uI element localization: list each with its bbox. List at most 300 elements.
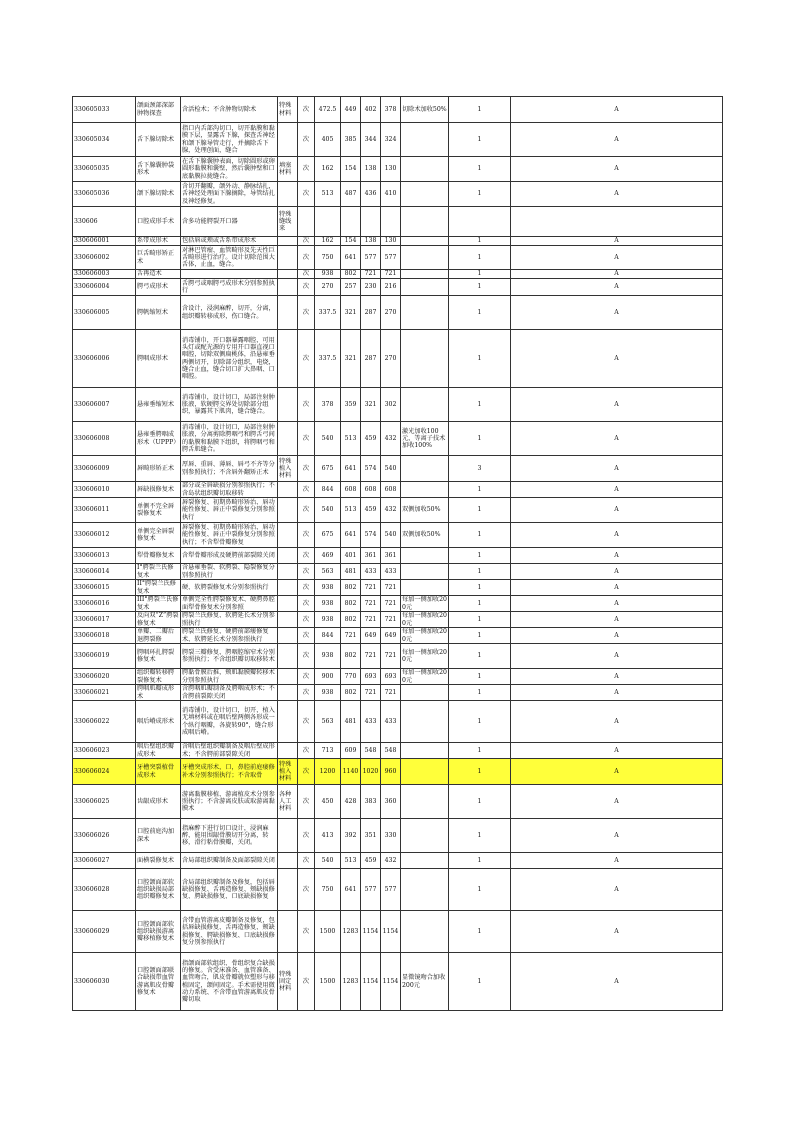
price-level3-cell: 287 [361, 330, 381, 388]
class-cell: A [511, 422, 723, 456]
price-level1-cell: 378 [315, 388, 341, 422]
price-level4-cell: 577 [381, 246, 401, 270]
payment-category-cell: 1 [449, 157, 511, 182]
price-level3-cell: 1020 [361, 759, 381, 785]
price-level1-cell: 844 [315, 482, 341, 498]
price-level4-cell: 721 [381, 596, 401, 612]
class-cell: A [511, 237, 723, 246]
price-level4-cell: 540 [381, 523, 401, 548]
note-cell: 显微镜吻合加收200元 [401, 953, 449, 1011]
class-cell: A [511, 669, 723, 685]
excluded-material-cell [278, 246, 298, 270]
price-level3-cell: 608 [361, 482, 381, 498]
class-cell: A [511, 701, 723, 743]
price-level3-cell: 721 [361, 644, 381, 669]
price-level1-cell: 938 [315, 685, 341, 701]
excluded-material-cell [278, 422, 298, 456]
note-cell [401, 123, 449, 157]
price-level3-cell: 433 [361, 701, 381, 743]
item-code-cell: 330605033 [73, 97, 136, 123]
item-name-cell: 巨舌畸形矫正术 [136, 246, 181, 270]
excluded-material-cell: 特殊植入材料 [278, 456, 298, 482]
payment-category-cell: 1 [449, 911, 511, 953]
price-level2-cell: 770 [341, 669, 361, 685]
price-level1-cell: 938 [315, 644, 341, 669]
payment-category-cell: 1 [449, 759, 511, 785]
payment-category-cell: 1 [449, 548, 511, 564]
item-code-cell: 330606026 [73, 819, 136, 853]
item-content-cell: 含设计，浸润麻醉，切开，分离，组织瓣转移成形，伤口缝合。 [181, 296, 278, 330]
table-row [73, 97, 723, 123]
payment-category-cell: 1 [449, 596, 511, 612]
note-cell [401, 785, 449, 819]
price-level2-cell: 401 [341, 548, 361, 564]
price-level4-cell: 302 [381, 388, 401, 422]
class-cell: A [511, 296, 723, 330]
note-cell [401, 456, 449, 482]
class-cell: A [511, 279, 723, 296]
item-name-cell: 口腔颌面部软组织缺损游离瓣移植修复术 [136, 911, 181, 953]
price-level4-cell: 721 [381, 270, 401, 279]
price-level3-cell: 1154 [361, 911, 381, 953]
price-level1-cell: 270 [315, 279, 341, 296]
unit-cell: 次 [298, 596, 315, 612]
price-level3-cell: 649 [361, 628, 381, 644]
item-code-cell: 330606014 [73, 564, 136, 580]
item-content-cell [181, 270, 278, 279]
excluded-material-cell [278, 911, 298, 953]
item-content-cell: 唇裂修复、初期鼻畸形矫治、唇功能性修复、唇正中裂修复分别参照执行 [181, 498, 278, 523]
item-content-cell: 消毒铺巾，设计切口，局部注射肿胀液，分离剪除腭咽弓和腭舌弓间的黏膜和黏膜下组织，将腭咽弓和腭舌肌缝合。 [181, 422, 278, 456]
note-cell [401, 482, 449, 498]
payment-category-cell: 1 [449, 785, 511, 819]
price-level2-cell: 257 [341, 279, 361, 296]
unit-cell: 次 [298, 422, 315, 456]
note-cell [401, 819, 449, 853]
price-level3-cell: 1154 [361, 953, 381, 1011]
price-level1-cell: 1200 [315, 759, 341, 785]
item-content-cell: 含犁骨瓣形成及硬腭前部裂隙关闭 [181, 548, 278, 564]
unit-cell: 次 [298, 580, 315, 596]
item-name-cell: 悬雍垂缩短术 [136, 388, 181, 422]
price-level2-cell: 385 [341, 123, 361, 157]
item-content-cell: 腭黏骨膜后推，颊肌黏膜瓣转移术分别参照执行 [181, 669, 278, 685]
unit-cell: 次 [298, 270, 315, 279]
table-row [73, 246, 723, 270]
price-level3-cell: 574 [361, 456, 381, 482]
price-level3-cell: 721 [361, 580, 381, 596]
unit-cell: 次 [298, 853, 315, 869]
item-content-cell: 含悬雍垂裂、软腭裂、隐裂修复分别参照执行 [181, 564, 278, 580]
item-code-cell: 330606013 [73, 548, 136, 564]
price-level4-cell: 577 [381, 869, 401, 911]
price-level4-cell: 378 [381, 97, 401, 123]
price-level4-cell: 324 [381, 123, 401, 157]
note-cell: 每加一侧加收200元 [401, 644, 449, 669]
note-cell: 每加一侧加收200元 [402, 596, 447, 611]
item-content-cell: 含多功能腭裂开口器 [181, 207, 278, 237]
payment-category-cell: 1 [449, 388, 511, 422]
item-code-cell: 330606029 [73, 911, 136, 953]
payment-category-cell: 1 [449, 685, 511, 701]
item-name-cell: 单瓣、二瓣后退腭裂修 [136, 628, 181, 644]
price-level2-cell [341, 207, 361, 237]
excluded-material-cell [278, 548, 298, 564]
price-level4-cell: 216 [381, 279, 401, 296]
item-content-cell: 含切开翻瓣，颌外动、静脉结扎，舌神经处理面下腺摘除，导管结扎及神经修复。 [181, 182, 278, 207]
payment-category-cell: 1 [449, 482, 511, 498]
unit-cell: 次 [298, 330, 315, 388]
item-name-cell: 单侧完全唇裂修复术 [136, 523, 181, 548]
price-level2-cell: 481 [341, 701, 361, 743]
excluded-material-cell [278, 853, 298, 869]
unit-cell: 次 [298, 911, 315, 953]
payment-category-cell: 1 [449, 612, 511, 628]
payment-category-cell: 1 [449, 819, 511, 853]
payment-category-cell: 1 [449, 123, 511, 157]
price-level3-cell: 287 [361, 296, 381, 330]
price-level3-cell: 138 [361, 237, 381, 246]
price-level2-cell: 1283 [341, 953, 361, 1011]
item-code-cell: 330606012 [73, 523, 136, 548]
price-level2-cell: 481 [341, 564, 361, 580]
table-row [73, 628, 723, 644]
table-row [73, 388, 723, 422]
table-row [73, 523, 723, 548]
item-content-cell: 含局部组织瓣制备及面部裂隙关闭 [181, 853, 278, 869]
price-level1-cell: 938 [315, 596, 341, 612]
item-name-cell: 舌下腺囊肿袋形术 [136, 157, 181, 182]
price-level1-cell: 337.5 [315, 330, 341, 388]
price-level4-cell: 721 [381, 612, 401, 628]
note-cell [401, 548, 449, 564]
price-level2-cell: 802 [341, 612, 361, 628]
item-name-cell: 唇畸形矫正术 [136, 456, 181, 482]
item-code-cell: 330606006 [73, 330, 136, 388]
class-cell [511, 207, 723, 237]
class-cell: A [511, 644, 723, 669]
price-level1-cell: 513 [315, 182, 341, 207]
unit-cell: 次 [298, 388, 315, 422]
price-level4-cell: 270 [381, 330, 401, 388]
item-content-cell: 指麻醉下进行切口设计，浸润麻醉，能用围龈骨膜切开分离，转移，滑行粘骨膜瓣，关闭。 [181, 819, 278, 853]
price-level2-cell: 428 [341, 785, 361, 819]
table-row [73, 270, 723, 279]
price-level3-cell: 721 [361, 270, 381, 279]
excluded-material-cell [278, 596, 298, 612]
excluded-material-cell [278, 644, 298, 669]
table-row [73, 182, 723, 207]
item-content-cell: 腭裂兰氏修复、软腭延长术分别参照执行 [181, 612, 278, 628]
table-row [73, 644, 723, 669]
item-content-cell: 包括唇或颊或舌系带成形术 [181, 237, 278, 246]
price-level3-cell: 577 [361, 869, 381, 911]
item-content-cell: 舌腭弓或咽腭弓成形术分别参照执行 [181, 279, 278, 296]
item-code-cell: 330606005 [73, 296, 136, 330]
price-level4-cell: 130 [381, 157, 401, 182]
note-cell [401, 270, 449, 279]
price-level4-cell: 1154 [381, 953, 401, 1011]
class-cell: A [511, 330, 723, 388]
item-content-cell: 硬、软腭裂修复术分别参照执行 [181, 580, 278, 596]
table-row [73, 564, 723, 580]
price-level2-cell: 321 [341, 330, 361, 388]
unit-cell: 次 [298, 953, 315, 1011]
unit-cell: 次 [298, 246, 315, 270]
note-cell [401, 911, 449, 953]
note-cell: 激光加收100元，等离子技术加收100% [401, 422, 449, 456]
price-level2-cell: 802 [341, 644, 361, 669]
unit-cell: 次 [298, 819, 315, 853]
unit-cell: 次 [298, 182, 315, 207]
excluded-material-cell [278, 279, 298, 296]
item-name-cell: 舌下腺切除术 [136, 123, 181, 157]
price-level2-cell: 1283 [341, 911, 361, 953]
item-name-cell: 牙槽突裂植骨成形术 [136, 759, 181, 785]
note-cell: 每加一侧加收200元 [402, 669, 447, 684]
unit-cell: 次 [298, 296, 315, 330]
item-name-cell: 组织瓣转移腭裂修复术 [136, 669, 181, 685]
item-content-cell: 含腭咽肌瓣制备及腭咽成形术；不含腭前裂隙关闭 [181, 685, 278, 701]
table-row [73, 853, 723, 869]
price-level1-cell: 472.5 [315, 97, 341, 123]
item-code-cell: 330606030 [73, 953, 136, 1011]
item-content-cell: 单侧完全性腭裂修复术、硬腭鼻腔面犁骨修复术分别参照 [181, 596, 278, 612]
class-cell: A [511, 564, 723, 580]
item-content-cell: 牙槽突成形术，口，鼻腔前庭瘘修补术分别参照执行；不含取骨 [181, 759, 278, 785]
payment-category-cell: 1 [449, 422, 511, 456]
price-level1-cell: 540 [315, 422, 341, 456]
price-level2-cell: 802 [341, 685, 361, 701]
item-name-cell: 咽后壁组织瓣成形术 [136, 743, 181, 759]
payment-category-cell: 1 [449, 246, 511, 270]
excluded-material-cell: 特殊材料 [278, 97, 298, 123]
item-code-cell: 330606024 [73, 759, 136, 785]
class-cell: A [511, 759, 723, 785]
excluded-material-cell: 特殊植入材料 [278, 759, 298, 785]
item-content-cell: 腭裂三瓣修复、腭咽腔缩窄术分别参照执行；不含组织瓣切取移转术 [181, 644, 278, 669]
table-row [73, 596, 723, 612]
unit-cell: 次 [298, 97, 315, 123]
item-name-cell: 腭咽环扎腭裂修复术 [136, 644, 181, 669]
item-content-cell: 指颌面部软组织、骨组织复合缺损的修复。含受床准备、血管准备、血管吻合，肌皮骨瓣就位塑形与移植固定，颌间固定。手术需使用微动力系统、不含带血管游离肌皮骨瓣切取 [181, 953, 278, 1011]
note-cell: 每加一侧加收200元 [402, 628, 447, 643]
item-code-cell: 330606008 [73, 422, 136, 456]
price-level4-cell: 721 [381, 685, 401, 701]
class-cell: A [511, 743, 723, 759]
table-row [73, 456, 723, 482]
item-code-cell: 330606027 [73, 853, 136, 869]
price-level2-cell: 513 [341, 422, 361, 456]
excluded-material-cell [278, 685, 298, 701]
note-cell [401, 580, 449, 596]
item-code-cell: 330606023 [73, 743, 136, 759]
price-level1-cell: 844 [315, 628, 341, 644]
table-row [73, 548, 723, 564]
table-row [73, 123, 723, 157]
price-level1-cell: 563 [315, 701, 341, 743]
class-cell: A [511, 853, 723, 869]
price-level1-cell: 405 [315, 123, 341, 157]
price-level1-cell: 1500 [315, 911, 341, 953]
item-name-cell: II°腭裂兰氏修复术 [136, 580, 181, 596]
price-level3-cell: 574 [361, 523, 381, 548]
price-level2-cell: 802 [341, 596, 361, 612]
item-name-cell: 颌面颈部深部肿物探查 [136, 97, 181, 123]
note-cell [401, 330, 449, 388]
payment-category-cell: 1 [449, 330, 511, 388]
price-level4-cell: 540 [381, 456, 401, 482]
excluded-material-cell [278, 482, 298, 498]
price-level1-cell: 938 [315, 580, 341, 596]
class-cell: A [511, 498, 723, 523]
item-code-cell: 330606028 [73, 869, 136, 911]
item-code-cell: 330605036 [73, 182, 136, 207]
note-cell [401, 759, 449, 785]
unit-cell: 次 [298, 482, 315, 498]
price-level3-cell: 138 [361, 157, 381, 182]
class-cell: A [511, 246, 723, 270]
item-code-cell: 330606009 [73, 456, 136, 482]
price-level2-cell: 641 [341, 456, 361, 482]
price-level1-cell: 713 [315, 743, 341, 759]
class-cell: A [511, 388, 723, 422]
item-code-cell: 330606016 [73, 596, 136, 612]
price-level3-cell: 548 [361, 743, 381, 759]
note-cell [401, 685, 449, 701]
unit-cell: 次 [298, 456, 315, 482]
note-cell [401, 207, 449, 237]
unit-cell: 次 [298, 685, 315, 701]
excluded-material-cell [278, 296, 298, 330]
unit-cell: 次 [298, 123, 315, 157]
payment-category-cell: 1 [449, 97, 511, 123]
item-content-cell: 厚唇、重唇、薄唇、唇弓不齐等分别参照执行；不含唇外翻矫正术 [181, 456, 278, 482]
unit-cell: 次 [298, 548, 315, 564]
price-level2-cell: 1140 [341, 759, 361, 785]
class-cell: A [511, 785, 723, 819]
price-level2-cell: 154 [341, 237, 361, 246]
table-row [73, 296, 723, 330]
table-row [73, 953, 723, 1011]
note-cell [401, 853, 449, 869]
item-code-cell: 330606020 [73, 669, 136, 685]
item-code-cell: 330605035 [73, 157, 136, 182]
item-content-cell: 指口内舌部沟切口，切开黏膜和黏膜下层，显露舌下腺，探查舌神经和颌下腺导管走行，并摘除舌下腺，处理创面，缝合 [181, 123, 278, 157]
note-cell [401, 237, 449, 246]
price-level3-cell: 402 [361, 97, 381, 123]
excluded-material-cell: 填塞材料 [278, 157, 298, 182]
item-name-cell: 唇缺损修复术 [136, 482, 181, 498]
table-row [73, 869, 723, 911]
note-cell [401, 388, 449, 422]
class-cell: A [511, 596, 723, 612]
excluded-material-cell [278, 869, 298, 911]
price-level4-cell: 721 [381, 580, 401, 596]
table-row [73, 612, 723, 628]
payment-category-cell: 1 [449, 498, 511, 523]
class-cell: A [511, 628, 723, 644]
table-row [73, 911, 723, 953]
item-content-cell: 消毒铺巾，开口器暴露咽腔，可用头灯或配光源的专用开口器直视口咽腔，切除双侧扁桃体，沿悬雍垂两侧切开，切除部分组织，电烧，缝合止血，缝合切口扩大鼻咽、口咽腔。 [181, 330, 278, 388]
price-level2-cell: 641 [341, 246, 361, 270]
item-name-cell: 口腔颌面部软组织缺损局部组织瓣修复术 [136, 869, 181, 911]
price-level4-cell: 410 [381, 182, 401, 207]
payment-category-cell: 3 [449, 456, 511, 482]
fee-table-body [73, 97, 723, 1011]
note-cell: 每加一侧加收200元 [402, 612, 447, 627]
note-cell [401, 869, 449, 911]
unit-cell: 次 [298, 759, 315, 785]
excluded-material-cell [278, 564, 298, 580]
payment-category-cell: 1 [449, 182, 511, 207]
item-content-cell: 腭裂兰氏修复、硬腭前部瘘修复术、软腭延长术分别参照执行 [181, 628, 278, 644]
price-level3-cell: 230 [361, 279, 381, 296]
price-level2-cell: 449 [341, 97, 361, 123]
price-level1-cell: 162 [315, 157, 341, 182]
price-level4-cell: 433 [381, 701, 401, 743]
fee-table [72, 96, 723, 1011]
item-code-cell: 330606021 [73, 685, 136, 701]
price-level3-cell: 721 [361, 612, 381, 628]
note-cell: 切除术加收50% [401, 97, 449, 123]
note-cell: 双侧加收50% [401, 498, 449, 523]
excluded-material-cell [278, 701, 298, 743]
price-level1-cell: 750 [315, 869, 341, 911]
item-name-cell: 腭帆缩短术 [136, 296, 181, 330]
price-level4-cell: 649 [381, 628, 401, 644]
price-level3-cell: 433 [361, 564, 381, 580]
price-level3-cell: 459 [361, 422, 381, 456]
item-name-cell: 口腔颌面部联合缺损带血管游离肌皮骨瓣修复术 [136, 953, 181, 1011]
price-level4-cell: 693 [381, 669, 401, 685]
excluded-material-cell [278, 580, 298, 596]
excluded-material-cell [278, 182, 298, 207]
price-level2-cell: 359 [341, 388, 361, 422]
price-level1-cell: 540 [315, 853, 341, 869]
table-row [73, 482, 723, 498]
item-content-cell: 消毒铺巾，设计切口，切开，植入无填材料或在咽后壁两侧各形成一个纵行咽瓣，各旋转90°，缝合形成咽后嵴。 [181, 701, 278, 743]
note-cell [401, 564, 449, 580]
price-level3-cell: 721 [361, 596, 381, 612]
item-content-cell: 消毒铺巾，设计切口，局部注射肿胀液，软硬腭交界处切除部分组织，暴露其下肌肉，缝合缝合。 [181, 388, 278, 422]
payment-category-cell: 1 [449, 270, 511, 279]
table-row [73, 330, 723, 388]
payment-category-cell: 1 [449, 523, 511, 548]
item-name-cell: I°腭裂兰氏修复术 [136, 564, 181, 580]
payment-category-cell: 1 [449, 628, 511, 644]
unit-cell: 次 [298, 279, 315, 296]
price-level1-cell: 563 [315, 564, 341, 580]
excluded-material-cell [278, 270, 298, 279]
item-content-cell: 含咽后壁组织瓣制备及咽后壁成形术；不含腭前部裂隙关闭 [181, 743, 278, 759]
excluded-material-cell [278, 523, 298, 548]
item-content-cell: 含活检术；不含肿物切除术 [181, 97, 278, 123]
excluded-material-cell [278, 498, 298, 523]
price-level4-cell: 361 [381, 548, 401, 564]
class-cell: A [511, 819, 723, 853]
price-level2-cell: 641 [341, 523, 361, 548]
item-code-cell: 330606017 [73, 612, 136, 628]
item-code-cell: 330606011 [73, 498, 136, 523]
price-level2-cell: 392 [341, 819, 361, 853]
price-level3-cell: 383 [361, 785, 381, 819]
note-cell [401, 182, 449, 207]
price-level3-cell: 721 [361, 685, 381, 701]
excluded-material-cell [278, 237, 298, 246]
table-row [73, 701, 723, 743]
item-content-cell: 在舌下腺囊肿表面，切除圆形或卵圆形黏膜和囊壁，然后囊肿壁和口底黏膜拉拢缝合。 [181, 157, 278, 182]
